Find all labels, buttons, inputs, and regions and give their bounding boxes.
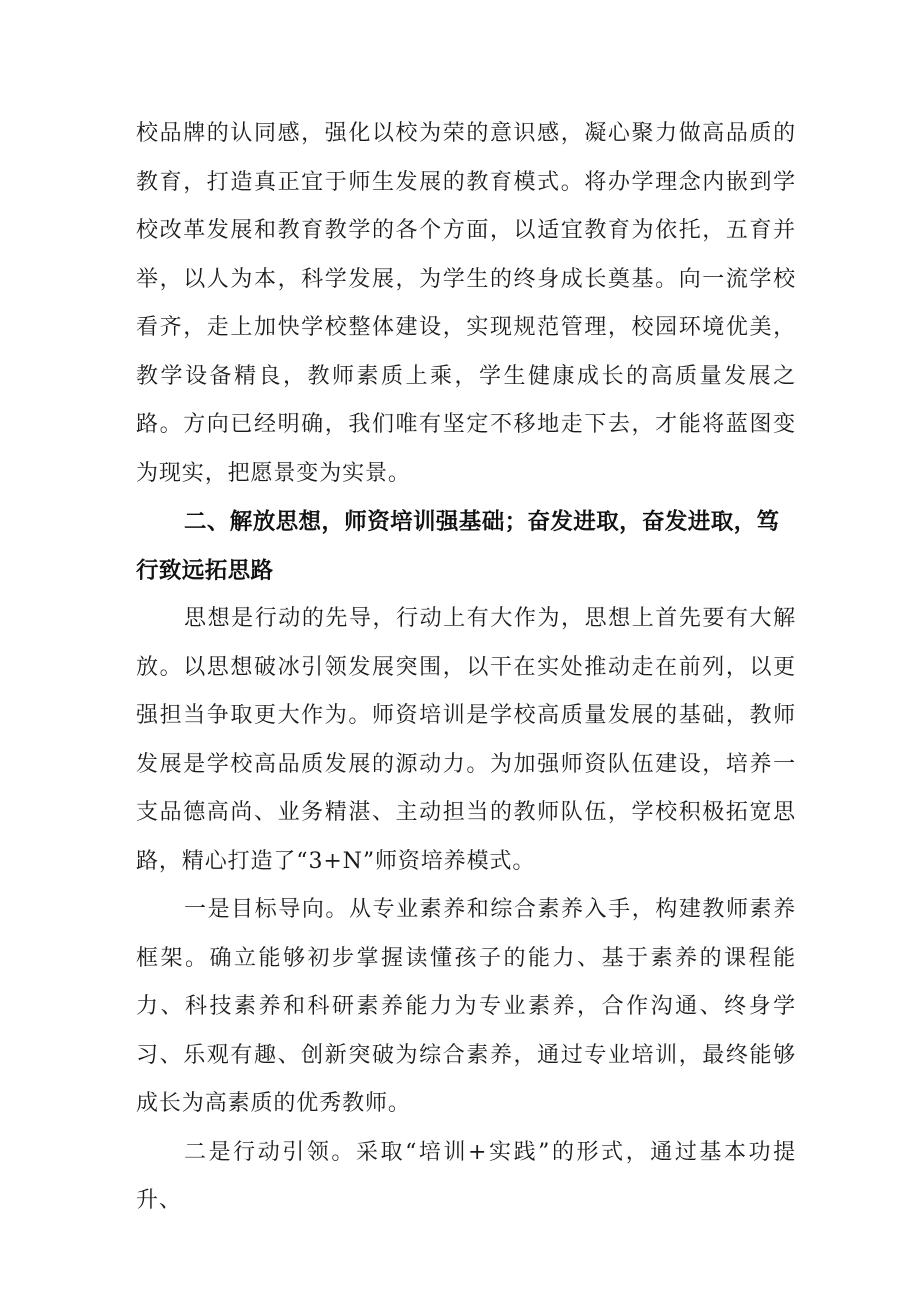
document-body [136, 110, 796, 1226]
paragraph-school-brand: 校品牌的认同感，强化以校为荣的意识感，凝心聚力做高品质的教育，打造真正宜于师生发展的教育模式。将办学理念内嵌到学校改革发展和教育教学的各个方面，以适宜教育为依托，五育并举，以人为本，科学发展，为学生的终身成长奠基。向一流学校看齐，走上加快学校整体建设，实现规范管理，校园环境优美，教学设备精良，教师素质上乘，学生健康成长的高质量发展之路。方向已经明确，我们唯有坚定不移地走下去，才能将蓝图变为现实，把愿景变为实景。 [136, 121, 796, 486]
paragraph-goal-orientation: 一是目标导向。从专业素养和综合素养入手，构建教师素养框架。确立能够初步掌握读懂孩子的能力、基于素养的课程能力、科技素养和科研素养能力为专业素养，合作沟通、终身学习、乐观有趣、创新突破为综合素养，通过专业培训，最终能够成长为高素质的优秀教师。 [136, 897, 796, 1116]
section-heading-2: 二、解放思想，师资培训强基础；奋发进取，奋发进取，笃行致远拓思路 [136, 509, 780, 584]
paragraph-action-leadership: 二是行动引领。采取“培训+实践”的形式，通过基本功提升、 [136, 1139, 796, 1213]
paragraph-thought-liberation: 思想是行动的先导，行动上有大作为，思想上首先要有大解放。以思想破冰引领发展突围，以干在实处推动走在前列，以更强担当争取更大作为。师资培训是学校高质量发展的基础，教师发展是学校高品质发展的源动力。为加强师资队伍建设，培养一支品德高尚、业务精湛、主动担当的教师队伍，学校积极拓宽思路，精心打造了“3+N”师资培养模式。 [136, 606, 796, 874]
